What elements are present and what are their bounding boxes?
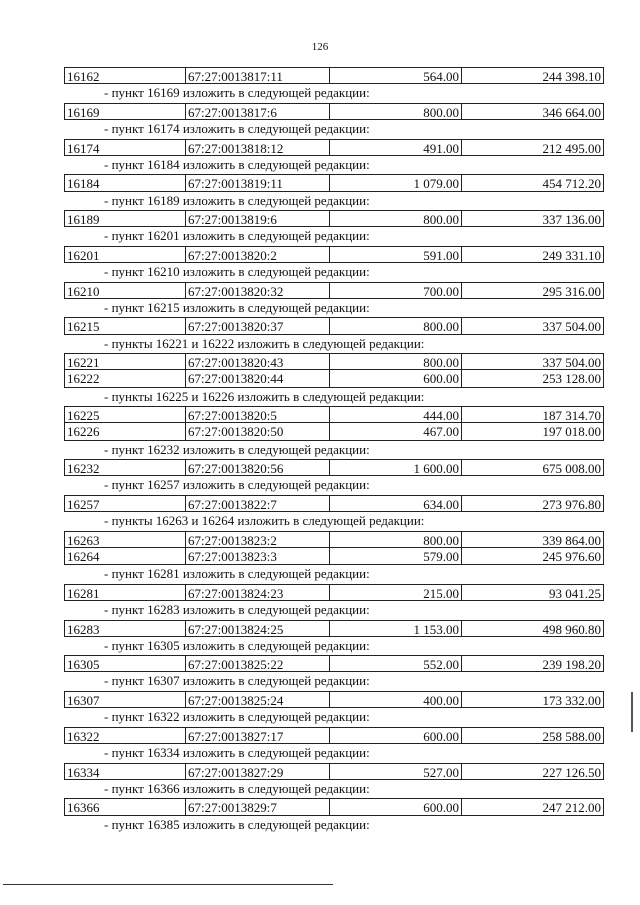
amendment-instruction: - пункт 16322 изложить в следующей редакции: <box>104 709 370 725</box>
area-value: 800.00 <box>329 104 461 119</box>
amendment-instruction: - пункт 16385 изложить в следующей редакции: <box>104 816 370 832</box>
area-value: 564.00 <box>329 68 461 83</box>
amendments-list <box>64 67 604 834</box>
table-row <box>64 406 604 423</box>
cadastral-number: 67:27:0013823:2 <box>185 532 329 547</box>
plot-number: 16189 <box>64 211 185 226</box>
cadastral-value: 258 588.00 <box>461 728 604 743</box>
area-value: 600.00 <box>329 370 461 386</box>
plot-number: 16232 <box>64 460 185 475</box>
table-row <box>64 584 604 601</box>
cadastral-number: 67:27:0013825:24 <box>185 692 329 707</box>
table-row <box>64 531 604 548</box>
cadastral-number: 67:27:0013829:7 <box>185 799 329 814</box>
cadastral-value: 247 212.00 <box>461 799 604 814</box>
cadastral-value: 337 136.00 <box>461 211 604 226</box>
area-value: 600.00 <box>329 728 461 743</box>
cadastral-number: 67:27:0013820:5 <box>185 407 329 422</box>
cadastral-number: 67:27:0013820:32 <box>185 283 329 298</box>
cadastral-number: 67:27:0013824:25 <box>185 621 329 636</box>
plot-number: 16184 <box>64 175 185 190</box>
table-row <box>64 727 604 744</box>
area-value: 1 079.00 <box>329 175 461 190</box>
plot-number: 16283 <box>64 621 185 636</box>
cadastral-value: 339 864.00 <box>461 532 604 547</box>
cadastral-number: 67:27:0013827:17 <box>185 728 329 743</box>
table-row <box>64 317 604 334</box>
area-value: 467.00 <box>329 423 461 439</box>
plot-number: 16264 <box>64 548 185 564</box>
amendment-instruction: - пункт 16334 изложить в следующей редакции: <box>104 745 370 761</box>
cadastral-number: 67:27:0013820:37 <box>185 318 329 333</box>
table-row <box>64 459 604 476</box>
cadastral-value: 253 128.00 <box>461 370 604 386</box>
table-row <box>64 423 604 440</box>
area-value: 634.00 <box>329 496 461 511</box>
plot-number: 16334 <box>64 764 185 779</box>
table-row <box>64 763 604 780</box>
area-value: 215.00 <box>329 585 461 600</box>
amendment-instruction: - пункт 16283 изложить в следующей редакции: <box>104 601 370 617</box>
area-value: 591.00 <box>329 247 461 262</box>
plot-number: 16366 <box>64 799 185 814</box>
plot-number: 16307 <box>64 692 185 707</box>
area-value: 800.00 <box>329 211 461 226</box>
table-row <box>64 210 604 227</box>
cadastral-value: 93 041.25 <box>461 585 604 600</box>
plot-number: 16322 <box>64 728 185 743</box>
amendment-instruction: - пункт 16215 изложить в следующей редакции: <box>104 299 370 315</box>
scan-margin-mark <box>631 692 633 732</box>
cadastral-number: 67:27:0013825:22 <box>185 656 329 671</box>
amendment-instruction: - пункты 16221 и 16222 изложить в следующей редакции: <box>104 335 425 351</box>
table-row <box>64 174 604 191</box>
cadastral-value: 295 316.00 <box>461 283 604 298</box>
cadastral-number: 67:27:0013820:50 <box>185 423 329 439</box>
cadastral-number: 67:27:0013820:44 <box>185 370 329 386</box>
cadastral-number: 67:27:0013820:56 <box>185 460 329 475</box>
amendment-instruction: - пункт 16169 изложить в следующей редакции: <box>104 85 370 101</box>
plot-number: 16215 <box>64 318 185 333</box>
area-value: 444.00 <box>329 407 461 422</box>
cadastral-number: 67:27:0013824:23 <box>185 585 329 600</box>
plot-number: 16201 <box>64 247 185 262</box>
area-value: 1 153.00 <box>329 621 461 636</box>
cadastral-number: 67:27:0013820:43 <box>185 354 329 369</box>
plot-number: 16263 <box>64 532 185 547</box>
table-row <box>64 620 604 637</box>
footnote-divider <box>3 884 333 885</box>
cadastral-value: 244 398.10 <box>461 68 604 83</box>
amendment-instruction: - пункт 16174 изложить в следующей редакции: <box>104 120 370 136</box>
table-row <box>64 798 604 815</box>
amendment-instruction: - пункт 16281 изложить в следующей редакции: <box>104 566 370 582</box>
plot-number: 16222 <box>64 370 185 386</box>
area-value: 700.00 <box>329 283 461 298</box>
cadastral-value: 197 018.00 <box>461 423 604 439</box>
plot-number: 16226 <box>64 423 185 439</box>
plot-number: 16305 <box>64 656 185 671</box>
amendment-instruction: - пункт 16257 изложить в следующей редакции: <box>104 477 370 493</box>
plot-number: 16257 <box>64 496 185 511</box>
amendment-instruction: - пункты 16263 и 16264 изложить в следующей редакции: <box>104 513 425 529</box>
cadastral-value: 249 331.10 <box>461 247 604 262</box>
area-value: 1 600.00 <box>329 460 461 475</box>
area-value: 400.00 <box>329 692 461 707</box>
cadastral-value: 273 976.80 <box>461 496 604 511</box>
amendment-instruction: - пункт 16201 изложить в следующей редакции: <box>104 228 370 244</box>
cadastral-value: 346 664.00 <box>461 104 604 119</box>
area-value: 579.00 <box>329 548 461 564</box>
table-row <box>64 67 604 84</box>
cadastral-value: 173 332.00 <box>461 692 604 707</box>
area-value: 800.00 <box>329 354 461 369</box>
area-value: 800.00 <box>329 318 461 333</box>
plot-number: 16174 <box>64 140 185 155</box>
area-value: 491.00 <box>329 140 461 155</box>
plot-number: 16162 <box>64 68 185 83</box>
plot-number: 16221 <box>64 354 185 369</box>
plot-number: 16225 <box>64 407 185 422</box>
cadastral-value: 337 504.00 <box>461 318 604 333</box>
amendment-instruction: - пункт 16184 изложить в следующей редакции: <box>104 156 370 172</box>
table-row <box>64 548 604 565</box>
amendment-instruction: - пункт 16189 изложить в следующей редакции: <box>104 192 370 208</box>
table-row <box>64 353 604 370</box>
table-row <box>64 103 604 120</box>
page-number: 126 <box>311 41 329 53</box>
cadastral-value: 245 976.60 <box>461 548 604 564</box>
area-value: 600.00 <box>329 799 461 814</box>
amendment-instruction: - пункт 16366 изложить в следующей редакции: <box>104 780 370 796</box>
amendment-instruction: - пункты 16225 и 16226 изложить в следующей редакции: <box>104 388 425 404</box>
cadastral-value: 498 960.80 <box>461 621 604 636</box>
cadastral-number: 67:27:0013819:6 <box>185 211 329 226</box>
area-value: 552.00 <box>329 656 461 671</box>
cadastral-number: 67:27:0013823:3 <box>185 548 329 564</box>
cadastral-number: 67:27:0013817:6 <box>185 104 329 119</box>
cadastral-number: 67:27:0013822:7 <box>185 496 329 511</box>
cadastral-value: 454 712.20 <box>461 175 604 190</box>
cadastral-value: 187 314.70 <box>461 407 604 422</box>
area-value: 527.00 <box>329 764 461 779</box>
table-row <box>64 246 604 263</box>
table-row <box>64 370 604 387</box>
table-row <box>64 495 604 512</box>
table-row <box>64 655 604 672</box>
plot-number: 16169 <box>64 104 185 119</box>
plot-number: 16210 <box>64 283 185 298</box>
cadastral-number: 67:27:0013817:11 <box>185 68 329 83</box>
cadastral-value: 239 198.20 <box>461 656 604 671</box>
amendment-instruction: - пункт 16305 изложить в следующей редакции: <box>104 637 370 653</box>
cadastral-number: 67:27:0013819:11 <box>185 175 329 190</box>
table-row <box>64 691 604 708</box>
cadastral-number: 67:27:0013818:12 <box>185 140 329 155</box>
cadastral-value: 675 008.00 <box>461 460 604 475</box>
amendment-instruction: - пункт 16307 изложить в следующей редакции: <box>104 673 370 689</box>
plot-number: 16281 <box>64 585 185 600</box>
cadastral-value: 337 504.00 <box>461 354 604 369</box>
cadastral-number: 67:27:0013820:2 <box>185 247 329 262</box>
table-row <box>64 282 604 299</box>
area-value: 800.00 <box>329 532 461 547</box>
cadastral-value: 212 495.00 <box>461 140 604 155</box>
cadastral-value: 227 126.50 <box>461 764 604 779</box>
amendment-instruction: - пункт 16232 изложить в следующей редакции: <box>104 441 370 457</box>
table-row <box>64 139 604 156</box>
amendment-instruction: - пункт 16210 изложить в следующей редакции: <box>104 264 370 280</box>
cadastral-number: 67:27:0013827:29 <box>185 764 329 779</box>
